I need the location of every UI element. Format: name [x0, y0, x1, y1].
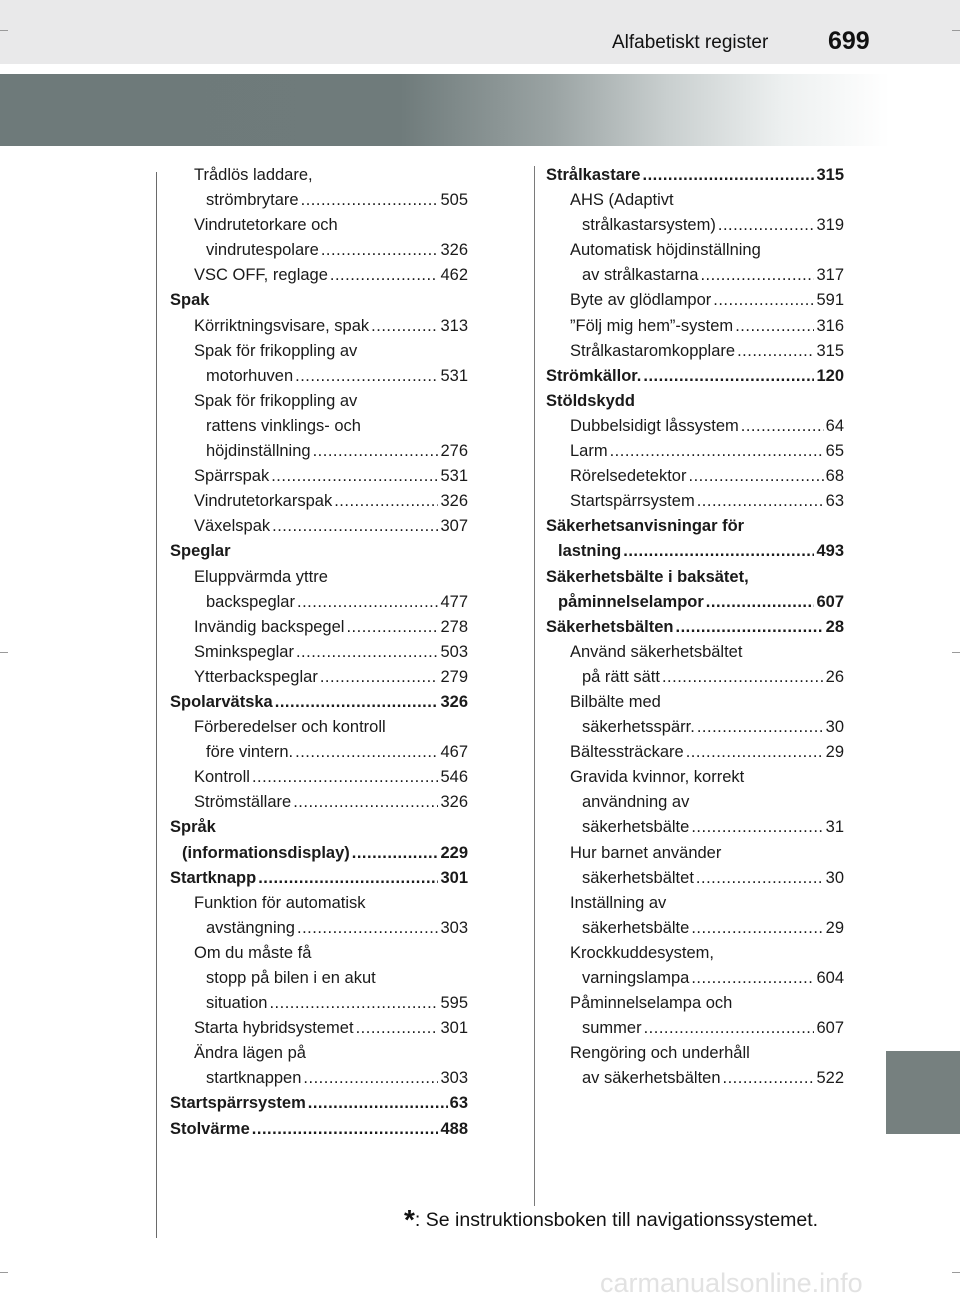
index-entry — [170, 1066, 468, 1091]
index-entry-page: 29 — [825, 918, 844, 937]
index-entry — [170, 565, 468, 590]
index-entry-page: 326 — [440, 692, 468, 711]
dot-leader — [334, 489, 438, 514]
index-entry-label: Ytterbackspeglar — [194, 667, 318, 686]
dot-leader — [723, 1066, 815, 1091]
index-entry — [170, 866, 468, 891]
index-entry-label: varningslampa — [582, 969, 690, 987]
header-rule — [0, 64, 960, 68]
dot-leader — [313, 439, 439, 464]
index-entry-label: (informationsdisplay) — [182, 843, 350, 862]
index-entry-label: säkerhetsbälte — [582, 818, 690, 837]
page-number: 699 — [828, 27, 870, 55]
dot-leader — [700, 263, 814, 288]
index-entry — [546, 263, 844, 288]
index-entry-page: 68 — [825, 467, 844, 486]
dot-leader — [691, 916, 823, 941]
index-entry — [170, 464, 468, 489]
dot-leader — [706, 590, 815, 615]
index-entry — [546, 841, 844, 866]
index-entry — [170, 640, 468, 665]
dot-leader — [297, 916, 438, 941]
index-entry-page: 303 — [440, 1069, 468, 1088]
index-entry-page: 316 — [816, 316, 844, 335]
index-entry-page: 462 — [440, 266, 468, 285]
index-entry-label: Säkerhetsbälte i baksätet, — [546, 567, 749, 586]
index-entry-label: Automatisk höjdinställning — [570, 241, 761, 260]
dot-leader — [713, 288, 814, 313]
index-entry-page: 303 — [440, 918, 468, 937]
index-entry-label: Startspärrsystem — [570, 492, 695, 511]
index-entry — [170, 1041, 468, 1066]
index-entry-label: summer — [582, 1019, 642, 1038]
index-entry-page: 319 — [816, 216, 844, 235]
index-entry — [170, 263, 468, 288]
dot-leader — [352, 841, 439, 866]
index-entry-label: Dubbelsidigt låssystem — [570, 416, 739, 435]
watermark: carmanualsonline.info — [600, 1268, 863, 1298]
footnote-text: : Se instruktionsboken till navigationssystemet. — [414, 1209, 819, 1231]
index-entry-page: 31 — [825, 818, 844, 837]
index-entry-label: Säkerhetsbälten — [546, 617, 674, 636]
index-entry-label: motorhuven — [206, 366, 294, 385]
index-entry-label: vindrutespolare — [206, 241, 319, 260]
index-entry-label: Strålkastare — [546, 166, 641, 184]
dot-leader — [258, 866, 438, 891]
index-entry-page: 65 — [825, 442, 844, 461]
dot-leader — [644, 1016, 815, 1041]
index-entry-page: 467 — [440, 743, 468, 762]
index-entry-page: 276 — [440, 442, 468, 461]
index-entry-page: 595 — [440, 994, 468, 1013]
index-entry-label: stopp på bilen i en akut — [206, 969, 376, 987]
dot-leader — [686, 740, 824, 765]
index-entry — [170, 539, 468, 564]
dot-leader — [296, 640, 439, 665]
dot-leader — [610, 439, 824, 464]
index-entry — [170, 514, 468, 539]
index-entry-page: 326 — [440, 492, 468, 511]
index-entry-label: Påminnelselampa och — [570, 994, 733, 1013]
index-entry-page: 30 — [825, 868, 844, 887]
index-entry — [170, 163, 468, 188]
index-entry-label: Vindrutetorkare och — [194, 216, 338, 235]
index-entry — [546, 514, 844, 539]
index-entry — [546, 966, 844, 991]
index-entry-label: startknappen — [206, 1069, 302, 1088]
dot-leader — [356, 1016, 439, 1041]
index-entry-page: 315 — [816, 166, 844, 184]
index-entry-label: Växelspak — [194, 517, 271, 536]
column-divider — [534, 166, 535, 1206]
index-entry — [546, 238, 844, 263]
index-entry — [170, 238, 468, 263]
index-entry-label: Stöldskydd — [546, 391, 635, 410]
index-entry — [170, 1091, 468, 1116]
index-entry — [546, 715, 844, 740]
index-entry-label: Spärrspak — [194, 467, 270, 486]
dot-leader — [741, 414, 824, 439]
index-entry — [170, 288, 468, 313]
index-entry-page: 307 — [440, 517, 468, 536]
index-entry — [170, 615, 468, 640]
index-entry — [170, 665, 468, 690]
index-entry-label: säkerhetsbältet — [582, 868, 694, 887]
dot-leader — [272, 514, 438, 539]
index-entry-label: Bilbälte med — [570, 692, 661, 711]
index-entry-label: Speglar — [170, 542, 231, 561]
dot-leader — [275, 690, 439, 715]
index-entry — [170, 439, 468, 464]
index-entry-label: Vindrutetorkarspak — [194, 492, 333, 511]
index-entry — [170, 891, 468, 916]
index-entry — [546, 991, 844, 1016]
dot-leader — [252, 765, 439, 790]
dot-leader — [691, 815, 823, 840]
chapter-banner — [0, 74, 890, 146]
index-entry-page: 505 — [440, 191, 468, 210]
index-entry — [546, 565, 844, 590]
dot-leader — [696, 866, 824, 891]
index-entry-page: 317 — [816, 266, 844, 285]
thumb-tab — [886, 1051, 960, 1134]
index-entry-label: Byte av glödlampor — [570, 291, 712, 310]
dot-leader — [623, 539, 814, 564]
index-entry — [170, 339, 468, 364]
index-entry — [170, 941, 468, 966]
index-entry-label: användning av — [582, 793, 690, 812]
index-entry-page: 591 — [816, 291, 844, 310]
index-entry — [546, 790, 844, 815]
index-entry — [170, 740, 468, 765]
index-entry-page: 546 — [440, 768, 468, 787]
dot-leader — [691, 966, 814, 991]
crop-mark — [0, 30, 8, 31]
index-entry — [170, 1016, 468, 1041]
index-entry — [546, 690, 844, 715]
dot-leader — [301, 188, 439, 213]
crop-mark — [952, 1272, 960, 1273]
index-entry-label: påminnelselampor — [558, 592, 704, 611]
index-entry — [546, 1041, 844, 1066]
margin-rule — [156, 172, 157, 1238]
index-entry-label: situation — [206, 994, 268, 1013]
index-entry-label: Rengöring och underhåll — [570, 1044, 750, 1063]
index-entry-page: 29 — [825, 743, 844, 762]
index-entry — [170, 314, 468, 339]
index-entry — [546, 439, 844, 464]
dot-leader — [303, 1066, 438, 1091]
index-entry — [546, 916, 844, 941]
index-entry-label: avstängning — [206, 918, 295, 937]
index-entry-label: på rätt sätt — [582, 667, 660, 686]
index-entry-label: Om du måste få — [194, 943, 312, 962]
index-entry-page: 522 — [816, 1069, 844, 1088]
dot-leader — [642, 163, 814, 188]
index-entry — [546, 489, 844, 514]
index-entry-page: 315 — [816, 341, 844, 360]
index-entry — [170, 489, 468, 514]
index-entry-label: Stolvärme — [170, 1119, 250, 1138]
index-entry-label: Gravida kvinnor, korrekt — [570, 768, 745, 787]
index-entry-page: 301 — [440, 1019, 468, 1038]
index-entry-page: 477 — [440, 592, 468, 611]
index-entry-label: Spak för frikoppling av — [194, 391, 358, 410]
dot-leader — [308, 1091, 448, 1116]
index-entry — [546, 891, 844, 916]
index-entry — [546, 665, 844, 690]
index-entry-label: strålkastarsystem) — [582, 216, 716, 235]
index-entry-label: Strålkastaromkopplare — [570, 341, 736, 360]
dot-leader — [675, 615, 823, 640]
index-entry — [546, 414, 844, 439]
index-entry-label: Bältessträckare — [570, 743, 684, 762]
index-entry-label: Spak för frikoppling av — [194, 341, 358, 360]
index-entry-label: Förberedelser och kontroll — [194, 718, 386, 737]
index-entry-label: säkerhetsbälte — [582, 918, 690, 937]
index-entry-label: Larm — [570, 442, 608, 461]
index-entry-label: AHS (Adaptivt — [570, 191, 674, 210]
index-entry-label: Funktion för automatisk — [194, 893, 366, 912]
index-entry-label: Strömställare — [194, 793, 292, 812]
index-entry-label: Språk — [170, 818, 216, 837]
dot-leader — [737, 339, 814, 364]
index-entry-label: Använd säkerhetsbältet — [570, 642, 743, 661]
crop-mark — [0, 1272, 8, 1273]
index-entry-label: säkerhetsspärr. — [582, 718, 695, 737]
index-entry — [546, 590, 844, 615]
dot-leader — [330, 263, 439, 288]
index-entry-page: 607 — [816, 592, 844, 611]
index-entry-label: backspeglar — [206, 592, 295, 611]
index-entry-page: 313 — [440, 316, 468, 335]
index-entry-label: Inställning av — [570, 893, 667, 912]
index-entry — [546, 389, 844, 414]
index-entry — [170, 815, 468, 840]
index-column-right — [546, 163, 844, 1091]
index-entry — [170, 364, 468, 389]
footnote-asterisk: * — [404, 1204, 415, 1235]
index-entry — [546, 213, 844, 238]
index-entry — [546, 539, 844, 564]
dot-leader — [271, 464, 438, 489]
dot-leader — [371, 314, 438, 339]
header-strip — [0, 0, 960, 64]
index-entry-page: 63 — [449, 1094, 468, 1113]
index-entry — [546, 866, 844, 891]
index-entry-label: Startknapp — [170, 868, 257, 887]
index-entry — [546, 1066, 844, 1091]
index-entry — [170, 213, 468, 238]
index-entry-label: av strålkastarna — [582, 266, 699, 285]
index-entry-page: 301 — [440, 868, 468, 887]
index-entry-page: 326 — [440, 793, 468, 812]
crop-mark — [952, 30, 960, 31]
index-entry-label: Rörelsedetektor — [570, 467, 687, 486]
dot-leader — [293, 790, 438, 815]
index-entry — [546, 1016, 844, 1041]
footnote — [404, 1204, 818, 1236]
index-entry — [546, 464, 844, 489]
index-entry-label: Ändra lägen på — [194, 1044, 306, 1063]
index-entry-label: lastning — [558, 542, 622, 561]
dot-leader — [735, 314, 814, 339]
index-entry-page: 63 — [825, 492, 844, 511]
index-entry-page: 326 — [440, 241, 468, 260]
dot-leader — [643, 364, 814, 389]
index-entry-page: 493 — [816, 542, 844, 561]
index-entry — [170, 765, 468, 790]
index-entry-page: 531 — [440, 467, 468, 486]
dot-leader — [697, 489, 824, 514]
index-entry-label: strömbrytare — [206, 191, 299, 210]
index-entry-page: 531 — [440, 366, 468, 385]
crop-mark — [0, 652, 8, 653]
index-entry-label: Strömkällor. — [546, 366, 642, 385]
index-entry — [546, 288, 844, 313]
index-entry-label: VSC OFF, reglage — [194, 266, 328, 285]
index-entry-label: före vintern. — [206, 743, 294, 762]
index-entry — [170, 690, 468, 715]
index-entry-page: 488 — [440, 1119, 468, 1138]
index-entry-page: 64 — [825, 416, 844, 435]
dot-leader — [252, 1117, 439, 1142]
crop-mark — [952, 652, 960, 653]
index-entry-label: Spak — [170, 291, 210, 310]
index-entry-label: Sminkspeglar — [194, 642, 294, 661]
index-entry — [170, 966, 468, 991]
index-entry-label: Säkerhetsanvisningar för — [546, 517, 745, 536]
index-entry-page: 503 — [440, 642, 468, 661]
dot-leader — [295, 364, 438, 389]
index-entry — [546, 640, 844, 665]
dot-leader — [346, 615, 438, 640]
index-entry-label: rattens vinklings- och — [206, 416, 361, 435]
index-entry-page: 279 — [440, 667, 468, 686]
dot-leader — [321, 238, 439, 263]
dot-leader — [697, 715, 824, 740]
index-entry — [546, 815, 844, 840]
index-entry — [546, 314, 844, 339]
index-entry-label: Invändig backspegel — [194, 617, 345, 636]
index-entry — [546, 188, 844, 213]
dot-leader — [662, 665, 824, 690]
index-entry-label: av säkerhetsbälten — [582, 1069, 721, 1088]
index-entry — [546, 364, 844, 389]
index-entry-page: 229 — [440, 843, 468, 862]
dot-leader — [269, 991, 438, 1016]
index-column-left — [170, 163, 468, 1142]
index-entry-label: höjdinställning — [206, 442, 311, 461]
index-entry-label: Krockkuddesystem, — [570, 943, 714, 962]
index-entry-page: 604 — [816, 969, 844, 987]
dot-leader — [688, 464, 823, 489]
index-entry — [546, 740, 844, 765]
index-entry — [170, 414, 468, 439]
dot-leader — [297, 590, 438, 615]
index-entry-page: 26 — [825, 667, 844, 686]
index-entry — [546, 941, 844, 966]
dot-leader — [320, 665, 439, 690]
index-entry — [170, 590, 468, 615]
index-entry — [546, 615, 844, 640]
index-entry — [546, 765, 844, 790]
index-entry-label: Spolarvätska — [170, 692, 273, 711]
index-entry — [170, 991, 468, 1016]
index-entry — [546, 163, 844, 188]
index-entry — [546, 339, 844, 364]
index-entry — [170, 188, 468, 213]
index-entry-label: Körriktningsvisare, spak — [194, 316, 370, 335]
dot-leader — [718, 213, 815, 238]
index-entry — [170, 790, 468, 815]
index-entry-page: 30 — [825, 718, 844, 737]
index-entry-label: Startspärrsystem — [170, 1094, 306, 1113]
index-entry-label: Hur barnet använder — [570, 843, 722, 862]
dot-leader — [295, 740, 438, 765]
index-entry — [170, 715, 468, 740]
index-entry — [170, 841, 468, 866]
index-entry-label: Starta hybridsystemet — [194, 1019, 354, 1038]
index-entry-page: 120 — [816, 366, 844, 385]
index-entry — [170, 389, 468, 414]
index-entry-page: 607 — [816, 1019, 844, 1038]
section-title: Alfabetiskt register — [612, 32, 769, 53]
index-entry-page: 278 — [440, 617, 468, 636]
index-entry-label: Kontroll — [194, 768, 250, 787]
index-entry — [170, 1117, 468, 1142]
index-entry-label: Eluppvärmda yttre — [194, 567, 328, 586]
index-entry-label: Trådlös laddare, — [194, 166, 313, 184]
index-entry — [170, 916, 468, 941]
index-entry-page: 28 — [825, 617, 844, 636]
index-entry-label: ”Följ mig hem”-system — [570, 316, 734, 335]
